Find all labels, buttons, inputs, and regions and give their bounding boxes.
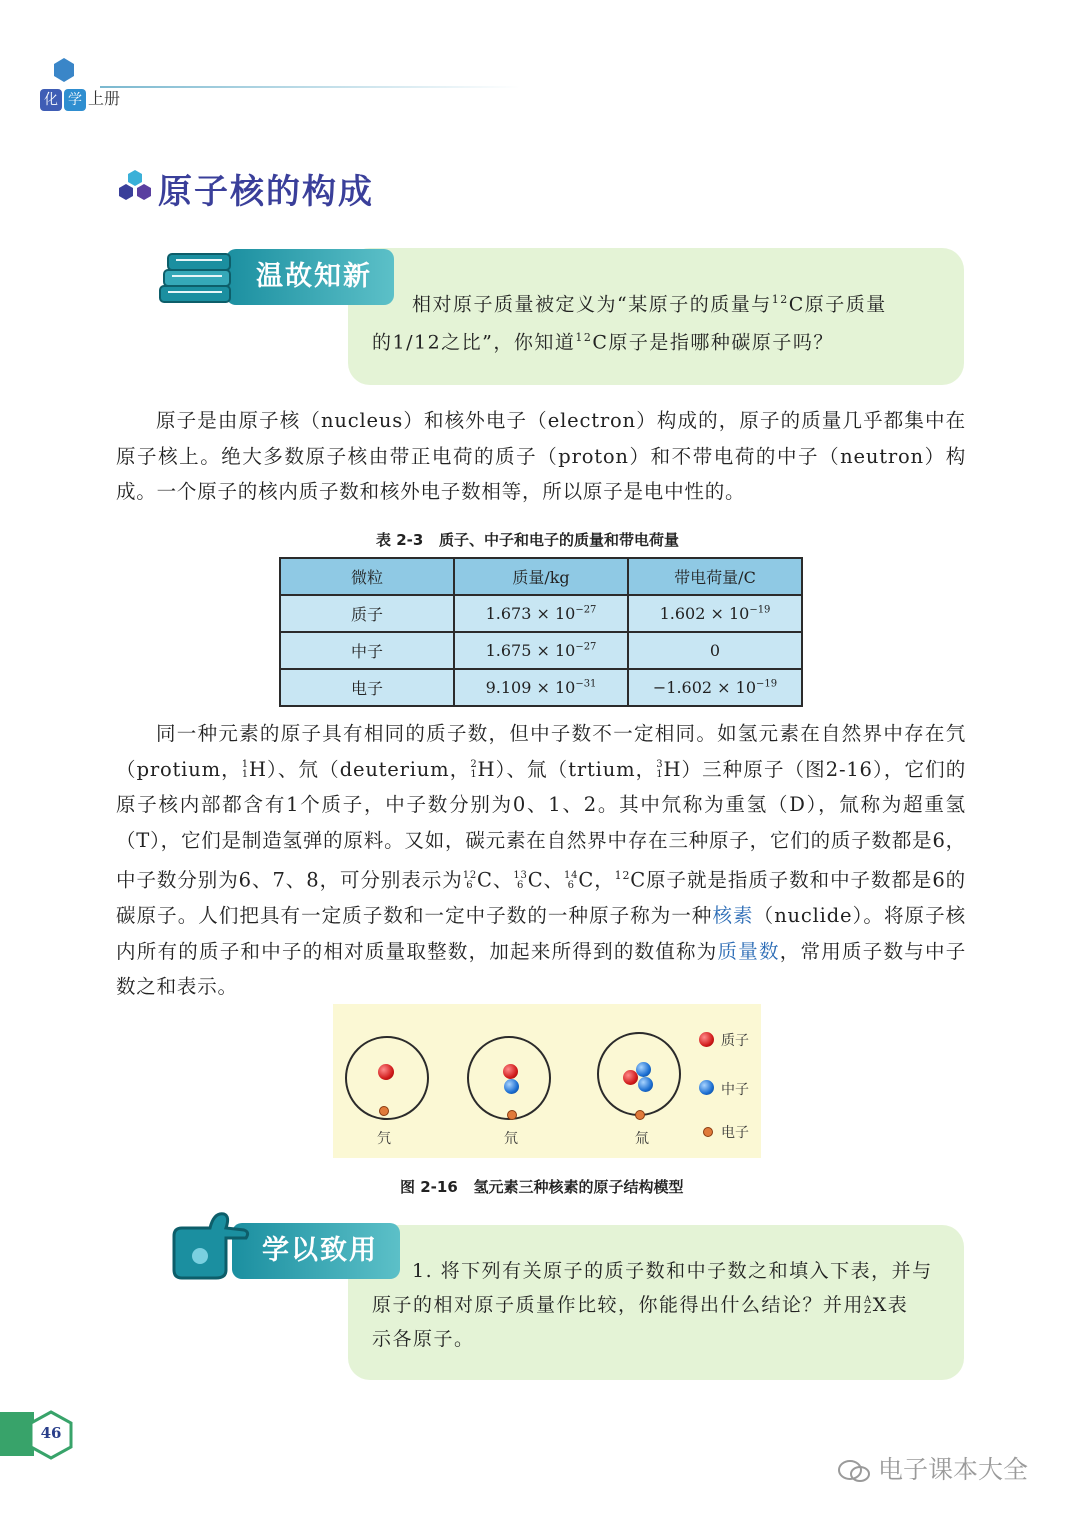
table-row (280, 595, 802, 632)
table-header-row (280, 558, 802, 595)
figure-caption (400, 1176, 683, 1197)
legend-electron-label: 电子 (721, 1125, 749, 1141)
p2-s5: C原子就是指质子数和中子数都是6的碳原子。人们把具有一定质子数和一定中子数的一种原子称为一种 (116, 868, 966, 927)
p2-h3: H (663, 757, 682, 781)
review-tag (156, 246, 396, 308)
paragraph-1 (116, 403, 966, 510)
electron-icon (635, 1110, 645, 1120)
proton-icon (503, 1064, 518, 1079)
table-cell: 中子 (280, 632, 454, 669)
p2-s4: ）三种原子（图2-16），它们的原子核内部都含有1个质子，中子数分别为0、1、2。其中氘称为重氢（D），氚称为超重氢（T），它们是制造氢弹的原料。又如，碳元素在自然界中存在三种原子，它们的质子数都是6，中子数分别为6、7、8，可分别表示为 (116, 757, 966, 892)
review-question (372, 283, 952, 360)
practice-line1: 1. 将下列有关原子的质子数和中子数之和填入下表，并与 (412, 1260, 933, 1282)
mass-base: 1.675 × 10 (485, 641, 576, 660)
p2-s2: ）、氘（deuterium， (266, 757, 471, 781)
subject-chip-1: 化 (40, 89, 62, 111)
legend-electron-icon (703, 1127, 713, 1137)
table-cell: 电子 (280, 669, 454, 706)
h2-mass: 2 (470, 759, 478, 770)
table-caption-title: 质子、中子和电子的质量和带电荷量 (439, 531, 680, 549)
charge-base: −1.602 × 10 (652, 678, 757, 697)
table-header-cell: 微粒 (280, 558, 454, 595)
practice-sup: A (864, 1295, 873, 1306)
review-line2a: 的1/12之比”，你知道 (372, 331, 576, 354)
practice-line2a: 原子的相对原子质量作比较，你能得出什么结论？并用 (372, 1294, 865, 1316)
subject-chip-2: 学 (64, 89, 86, 111)
review-tag-label: 温故知新 (226, 249, 394, 305)
h1-mass: 1 (241, 759, 249, 770)
table-cell (628, 632, 802, 669)
table-cell (628, 595, 802, 632)
paragraph-2 (116, 716, 966, 1005)
header-rule (100, 86, 520, 88)
legend-proton-icon (699, 1032, 714, 1047)
paragraph-1-text: 原子是由原子核（nucleus）和核外电子（electron）构成的，原子的质量几乎都集中在原子核上。绝大多数原子核由带正电荷的质子（proton）和不带电荷的中子（neutron）构成。一个原子的核内质子数和核外电子数相等，所以原子是电中性的。 (116, 409, 966, 503)
watermark-text: 电子课本大全 (877, 1455, 1028, 1484)
h2-number: 1 (470, 769, 478, 780)
p2-c2: C、 (527, 868, 564, 892)
table-caption (376, 529, 679, 550)
hexagon-logo-icon (44, 56, 84, 90)
table-cell (628, 669, 802, 706)
h3-mass: 3 (656, 759, 664, 770)
review-line1: 相对原子质量被定义为“某原子的质量与 (412, 293, 772, 316)
c13-mass: 13 (513, 870, 528, 881)
data-table (279, 557, 803, 707)
deuterium-label: 氘 (504, 1131, 518, 1147)
volume-label: 上册 (88, 89, 121, 108)
legend-neutron-icon (699, 1080, 714, 1095)
watermark (838, 1450, 1028, 1486)
charge-exp: −19 (749, 604, 771, 616)
neutron-icon (504, 1079, 519, 1094)
c12-number: 6 (466, 880, 474, 891)
practice-line2b: X表 (872, 1294, 909, 1316)
section-title-icon (116, 168, 154, 206)
practice-tag (166, 1208, 402, 1282)
protium-label: 氕 (377, 1131, 391, 1147)
legend-proton-label: 质子 (721, 1033, 749, 1049)
table-header-cell: 带电荷量/C (628, 558, 802, 595)
table-cell (454, 595, 628, 632)
review-line2b: C原子是指哪种碳原子吗？ (592, 331, 834, 354)
key-term-nuclide: 核素 (712, 904, 754, 927)
page-number: 46 (40, 1424, 62, 1442)
page-number-badge (26, 1410, 76, 1460)
p2-s1: 同一种元素的原子具有相同的质子数，但中子数不一定相同。如氢元素在自然界中存在氕（protium， (116, 722, 966, 781)
practice-tag-label: 学以致用 (232, 1223, 400, 1279)
p2-c3: C， (578, 868, 615, 892)
practice-line3: 示各原子。 (372, 1328, 475, 1350)
h1-number: 1 (241, 769, 249, 780)
table-cell (454, 632, 628, 669)
charge-exp: −19 (756, 678, 778, 690)
electron-icon (507, 1110, 517, 1120)
books-icon (156, 246, 240, 308)
data-table-wrap (279, 557, 803, 707)
c14-number: 6 (567, 880, 575, 891)
h3-number: 1 (656, 769, 664, 780)
table-cell: 质子 (280, 595, 454, 632)
p2-s7: ，常用质子数与中子数之和表示。 (116, 939, 967, 998)
proton-icon (378, 1064, 394, 1080)
header-title (40, 86, 120, 111)
mass-base: 9.109 × 10 (485, 678, 576, 697)
table-row (280, 632, 802, 669)
p2-h2: H (477, 757, 496, 781)
c12-mass: 12 (462, 870, 478, 881)
p2-s3: ）、氚（trtium， (495, 757, 657, 781)
p2-s6: （nuclide）。将原子核内所有的质子和中子的相对质量取整数，加起来所得到的数值称为 (116, 904, 966, 963)
tritium-label: 氚 (635, 1131, 649, 1147)
mass-exp: −27 (575, 641, 597, 653)
c12-sup: 12 (614, 869, 631, 882)
figure-caption-title: 氢元素三种核素的原子结构模型 (473, 1178, 684, 1196)
legend-neutron-label: 中子 (721, 1082, 749, 1098)
mass-base: 1.673 × 10 (485, 604, 576, 623)
table-caption-number: 表 2-3 (376, 531, 424, 549)
neutron-icon (638, 1077, 653, 1092)
wechat-icon (838, 1459, 870, 1483)
paragraph-2-text (116, 716, 966, 1005)
atom-model-figure (333, 1004, 761, 1158)
mass-exp: −27 (575, 604, 597, 616)
review-sup-12b: 12 (575, 331, 593, 345)
p2-c1: C、 (477, 868, 514, 892)
neutron-icon (636, 1062, 651, 1077)
practice-sub: Z (864, 1305, 873, 1316)
c14-mass: 14 (564, 870, 579, 881)
table-row (280, 669, 802, 706)
review-line1b: C原子质量 (788, 293, 887, 316)
charge-base: 0 (709, 641, 721, 660)
key-term-mass-number: 质量数 (717, 939, 780, 963)
review-sup-12a: 12 (771, 293, 789, 306)
section-title: 原子核的构成 (158, 172, 374, 212)
c13-number: 6 (516, 880, 525, 891)
pointing-hand-icon (166, 1208, 250, 1282)
charge-base: 1.602 × 10 (659, 604, 750, 623)
mass-exp: −31 (575, 678, 597, 690)
table-header-cell: 质量/kg (454, 558, 628, 595)
electron-icon (379, 1106, 389, 1116)
header-logo (44, 56, 84, 90)
practice-question (372, 1254, 952, 1356)
figure-caption-number: 图 2-16 (400, 1178, 458, 1196)
p2-h1: H (248, 757, 267, 781)
table-cell (454, 669, 628, 706)
